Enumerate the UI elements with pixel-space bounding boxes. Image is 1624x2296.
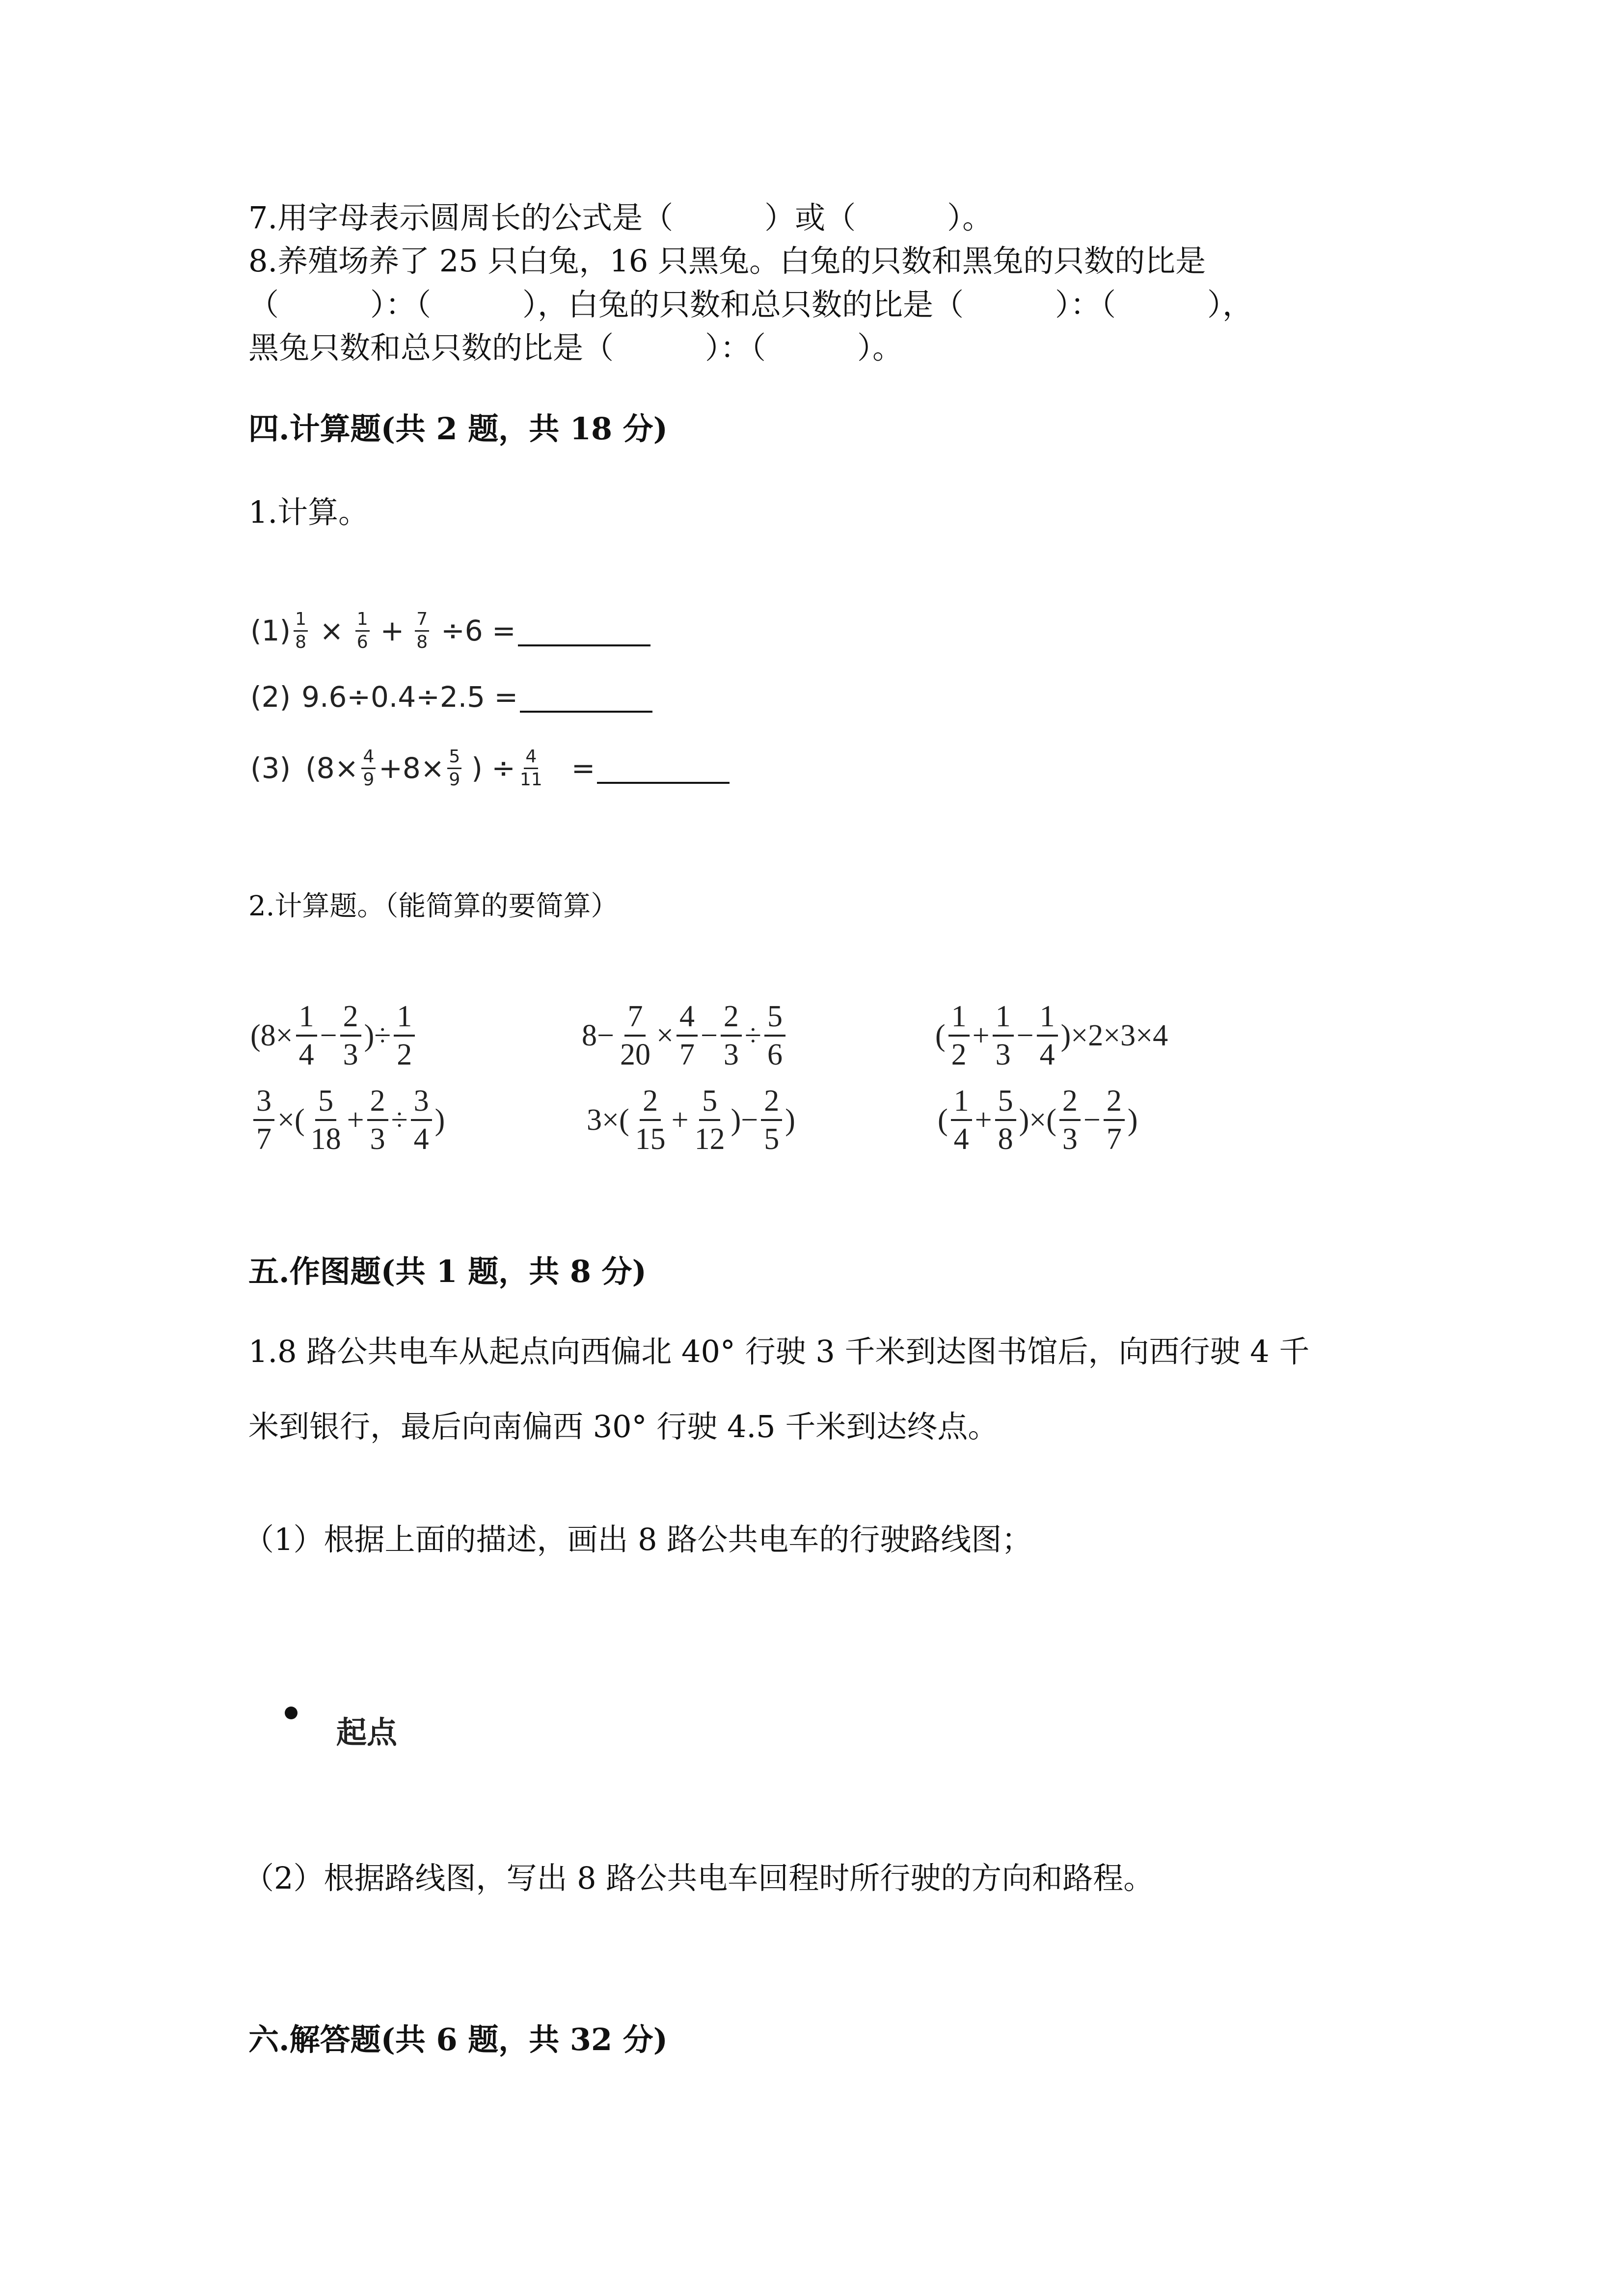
problem-number: (2) bbox=[250, 680, 291, 714]
plus-sign: + bbox=[380, 614, 405, 647]
expression-text: 8− bbox=[582, 1018, 614, 1052]
expression-text: ) bbox=[785, 1103, 795, 1137]
expression-text: ( bbox=[935, 1018, 946, 1052]
expression-text: )×2×3×4 bbox=[1060, 1018, 1168, 1052]
fraction: $\frac{3}{4}$ bbox=[411, 1086, 432, 1154]
expression-text: )×( bbox=[1019, 1103, 1056, 1137]
calc-question-1-label: 1.计算。 bbox=[248, 494, 369, 530]
fraction: $\frac{1}{2}$ bbox=[394, 1001, 415, 1070]
expression-text: )− bbox=[731, 1103, 758, 1137]
fraction: $\frac{5}{8}$ bbox=[995, 1086, 1016, 1154]
expression-open: (8× bbox=[305, 751, 359, 785]
calc2-expression-2 bbox=[582, 1001, 788, 1070]
section-4-heading: 四.计算题(共 2 题，共 18 分) bbox=[248, 411, 668, 447]
calc2-expression-4 bbox=[250, 1086, 445, 1154]
plus-sign: + bbox=[347, 1103, 364, 1137]
fraction: $\frac{2}{3}$ bbox=[721, 1001, 742, 1070]
minus-sign: − bbox=[1083, 1103, 1101, 1137]
expression-text: ) bbox=[1127, 1103, 1138, 1137]
start-point-label: 起点 bbox=[336, 1714, 398, 1750]
plus-sign: + bbox=[972, 1018, 990, 1052]
fraction: $\frac{1}{3}$ bbox=[993, 1001, 1014, 1070]
question-8-line-3: 黑兔只数和总只数的比是（ ）：（ ）。 bbox=[248, 330, 903, 366]
answer-blank[interactable] bbox=[518, 615, 650, 646]
question-7: 7.用字母表示圆周长的公式是（ ）或（ ）。 bbox=[248, 200, 993, 236]
fraction: $\frac{3}{7}$ bbox=[253, 1086, 274, 1154]
fraction: $\frac{4}{11}$ bbox=[519, 746, 542, 790]
fraction: $\frac{5}{6}$ bbox=[764, 1001, 785, 1070]
section-5-heading: 五.作图题(共 1 题，共 8 分) bbox=[248, 1254, 647, 1289]
fraction: $\frac{4}{9}$ bbox=[361, 748, 376, 789]
fraction: $\frac{2}{15}$ bbox=[635, 1084, 666, 1156]
fraction: $\frac{1}{6}$ bbox=[355, 611, 370, 651]
plus-sign: + bbox=[974, 1103, 992, 1137]
problem-number: (3) bbox=[250, 751, 291, 785]
fraction: $\frac{1}{4}$ bbox=[296, 1001, 317, 1070]
expression-tail: ÷6 = bbox=[441, 614, 516, 647]
expression-close: ) ÷ bbox=[471, 751, 515, 785]
fraction: $\frac{1}{4}$ bbox=[951, 1086, 972, 1154]
expression: 9.6÷0.4÷2.5 = bbox=[301, 680, 518, 714]
calc-question-2-label: 2.计算题。（能简算的要简算） bbox=[248, 890, 619, 922]
question-8-line-2: （ ）：（ ），白兔的只数和总只数的比是（ ）：（ ）， bbox=[248, 287, 1253, 322]
divide-sign: ÷ bbox=[744, 1018, 761, 1052]
expression-text: ×( bbox=[277, 1103, 305, 1137]
expression-text: ( bbox=[938, 1103, 948, 1137]
fraction: $\frac{5}{18}$ bbox=[310, 1084, 341, 1156]
calc2-expression-5 bbox=[587, 1086, 795, 1154]
fraction: $\frac{7}{8}$ bbox=[415, 611, 429, 651]
question-8-line-1: 8.养殖场养了 25 只白兔，16 只黑兔。白兔的只数和黑兔的只数的比是 bbox=[248, 243, 1206, 279]
expression-text: 3×( bbox=[587, 1103, 629, 1137]
drawing-question-line-2: 米到银行，最后向南偏西 30° 行驶 4.5 千米到达终点。 bbox=[248, 1409, 999, 1444]
fraction: $\frac{4}{7}$ bbox=[677, 1001, 698, 1070]
minus-sign: − bbox=[1016, 1018, 1034, 1052]
answer-blank[interactable] bbox=[597, 752, 730, 784]
drawing-subquestion-2: （2）根据路线图，写出 8 路公共电车回程时所行驶的方向和路程。 bbox=[244, 1860, 1154, 1896]
fraction: $\frac{2}{3}$ bbox=[1059, 1086, 1081, 1154]
times-sign: × bbox=[320, 614, 344, 647]
expression-text: ) bbox=[434, 1103, 445, 1137]
fraction: $\frac{1}{8}$ bbox=[294, 611, 308, 651]
fraction: $\frac{2}{5}$ bbox=[761, 1086, 782, 1154]
drawing-question-line-1: 1.8 路公共电车从起点向西偏北 40° 行驶 3 千米到达图书馆后，向西行驶 4 千 bbox=[248, 1334, 1310, 1369]
expression-text: (8× bbox=[250, 1018, 293, 1052]
answer-blank[interactable] bbox=[520, 681, 652, 713]
times-sign: × bbox=[656, 1018, 674, 1052]
calc2-expression-6 bbox=[938, 1086, 1138, 1154]
divide-sign: ÷ bbox=[391, 1103, 408, 1137]
section-6-heading: 六.解答题(共 6 题，共 32 分) bbox=[248, 2022, 668, 2057]
fraction: $\frac{5}{9}$ bbox=[447, 748, 461, 789]
calc-problem-3 bbox=[250, 739, 730, 798]
plus-sign: + bbox=[671, 1103, 689, 1137]
drawing-subquestion-1: （1）根据上面的描述，画出 8 路公共电车的行驶路线图； bbox=[244, 1522, 1032, 1557]
fraction: $\frac{1}{4}$ bbox=[1037, 1001, 1058, 1070]
expression-mid: +8× bbox=[379, 751, 445, 785]
calc-problem-1 bbox=[250, 604, 650, 658]
fraction: $\frac{1}{2}$ bbox=[948, 1001, 970, 1070]
problem-number: (1) bbox=[250, 614, 291, 647]
start-point-dot bbox=[285, 1707, 298, 1719]
expression-text: )÷ bbox=[364, 1018, 391, 1052]
calc2-expression-3 bbox=[935, 1001, 1168, 1070]
equals-sign: = bbox=[571, 751, 595, 785]
calc-problem-2 bbox=[250, 675, 652, 719]
fraction: $\frac{2}{3}$ bbox=[340, 1001, 361, 1070]
fraction: $\frac{5}{12}$ bbox=[694, 1084, 725, 1156]
minus-sign: − bbox=[700, 1018, 718, 1052]
fraction: $\frac{7}{20}$ bbox=[620, 1000, 650, 1071]
fraction: $\frac{2}{3}$ bbox=[367, 1086, 388, 1154]
calc2-expression-1 bbox=[250, 1001, 418, 1070]
minus-sign: − bbox=[320, 1018, 337, 1052]
fraction: $\frac{2}{7}$ bbox=[1104, 1086, 1125, 1154]
